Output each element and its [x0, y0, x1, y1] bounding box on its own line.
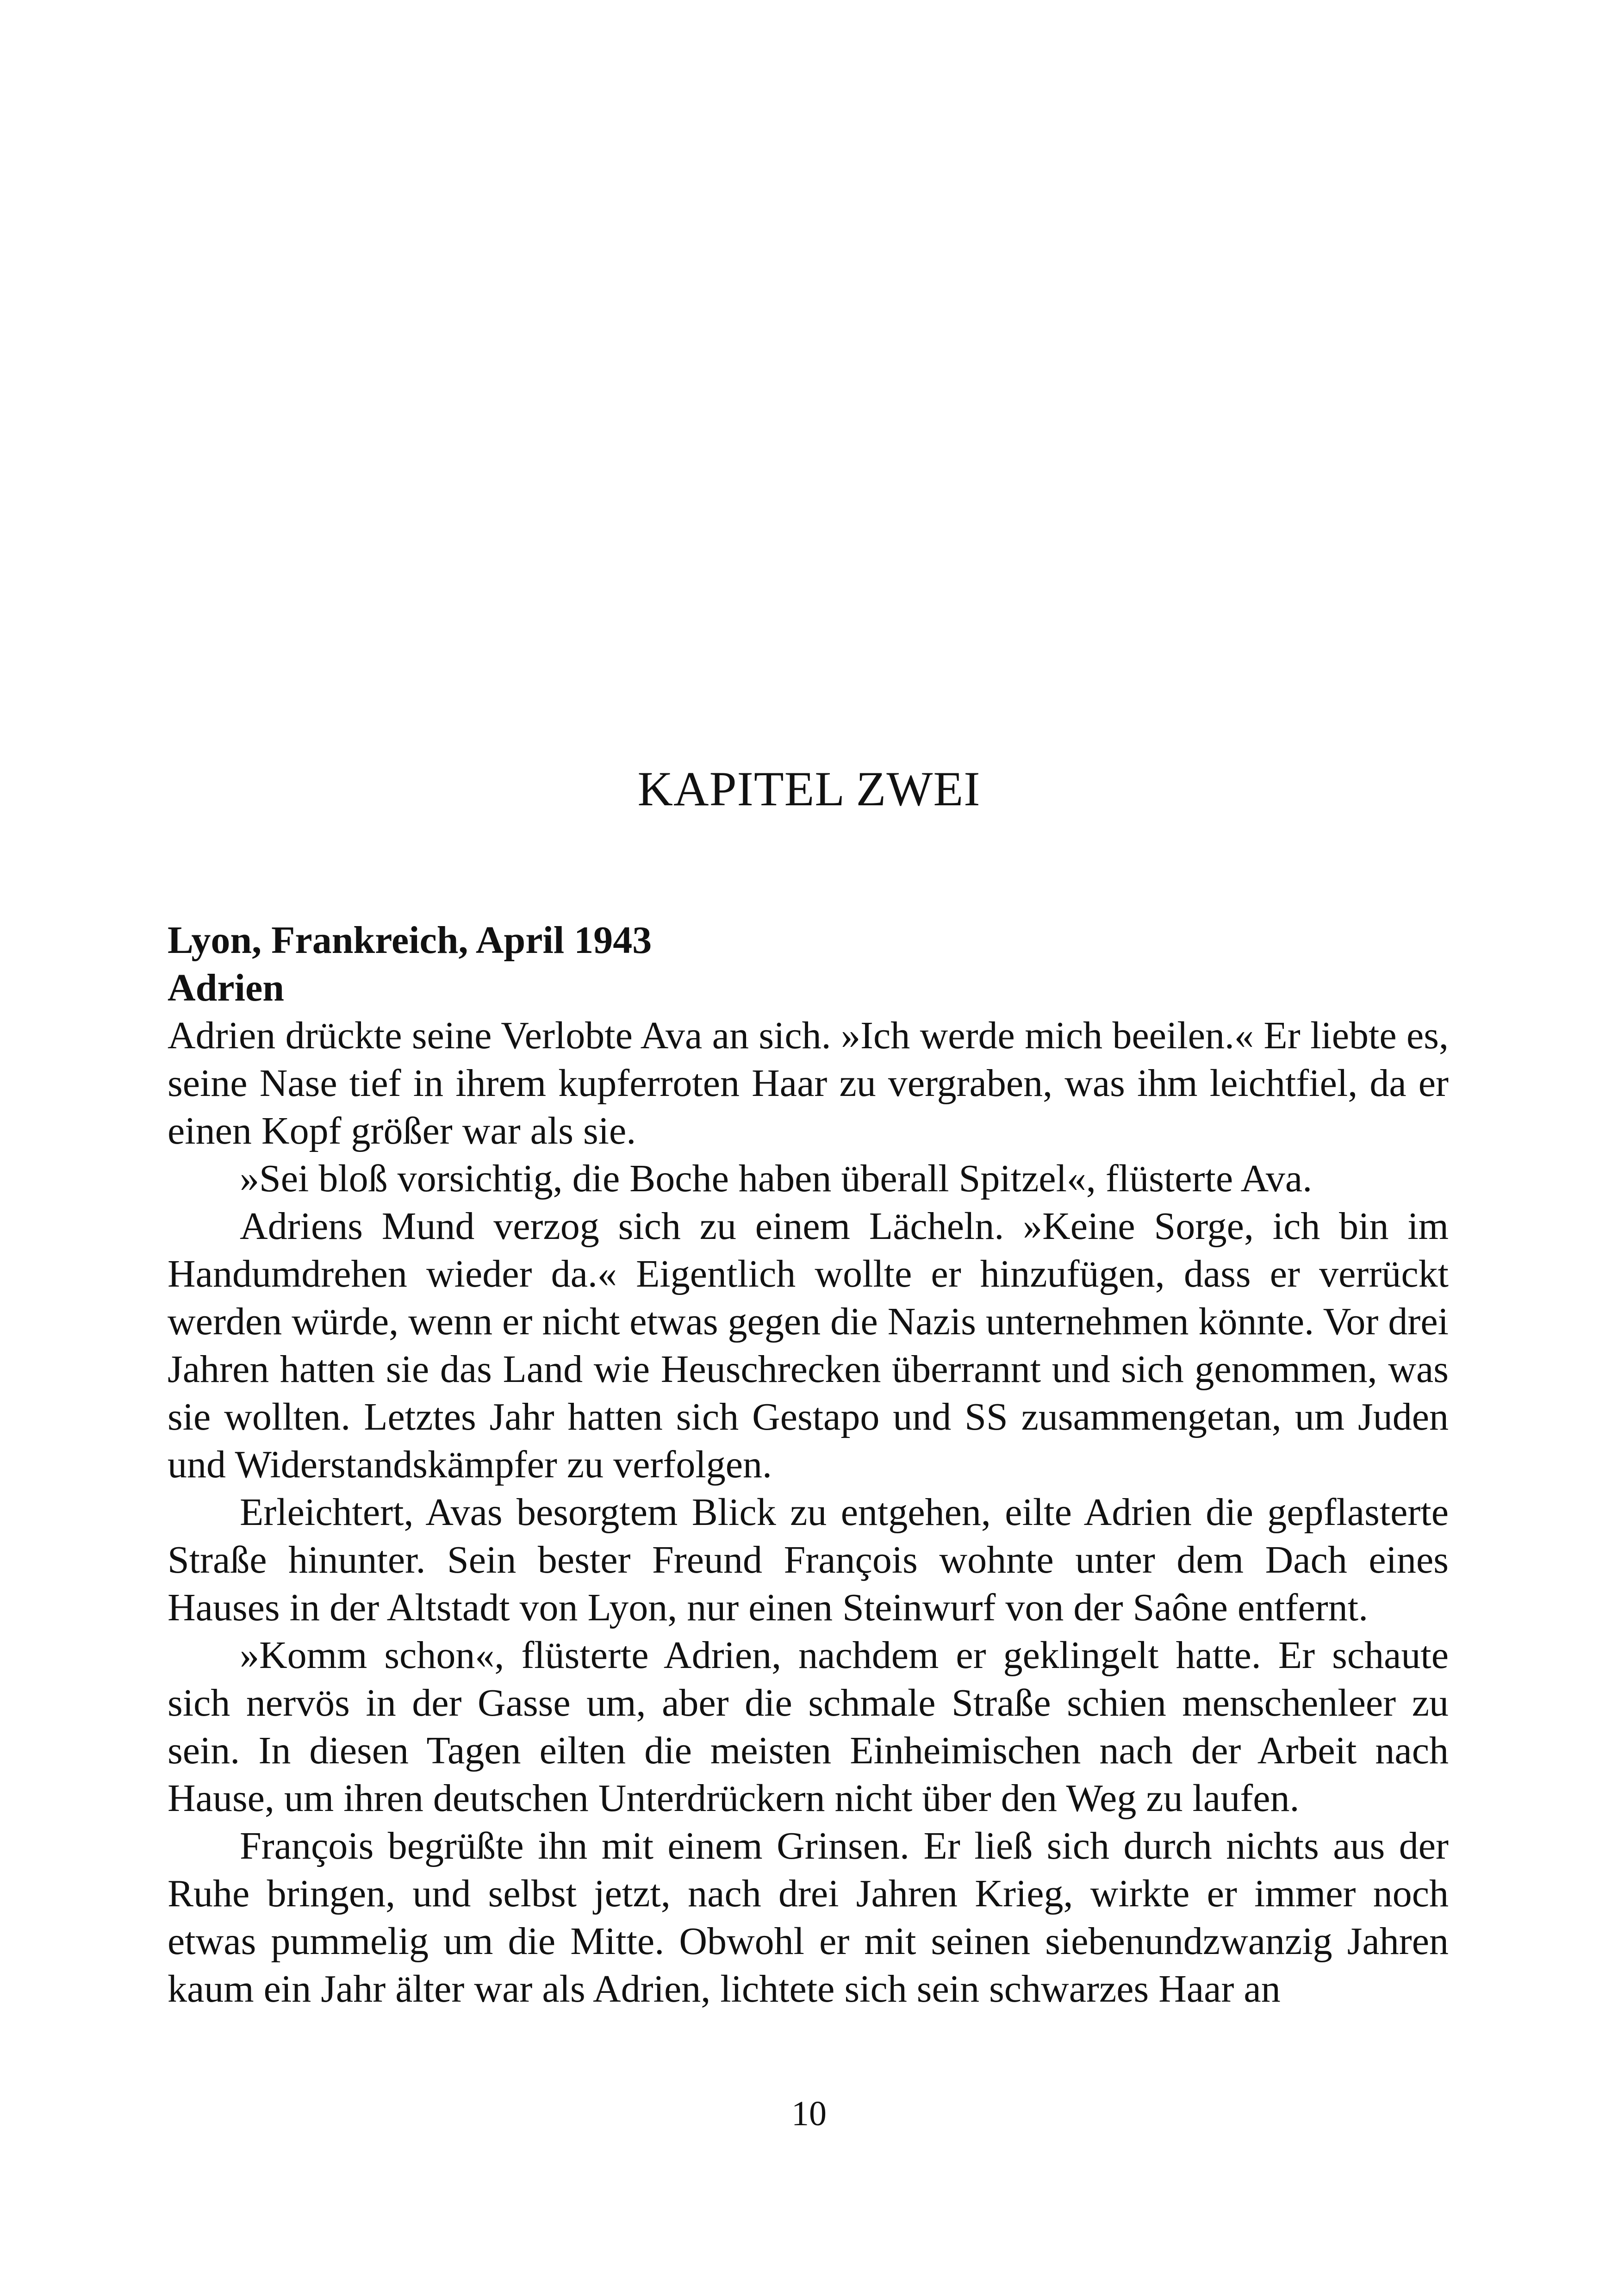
paragraph-5: »Komm schon«, flüsterte Adrien, nachdem er geklingelt hatte. Er schaute sich nervös in der Gasse um, aber die schmale Straße schien menschenleer zu sein. In diesen Tagen eilten die meisten Einheimischen nach der Arbeit nach Hause, um ihren deutschen Unterdrückern nicht über den Weg zu laufen. — [168, 1634, 1449, 1820]
paragraph-4: Erleichtert, Avas besorgtem Blick zu entgehen, eilte Adrien die gepflasterte Straße hinunter. Sein bester Freund François wohnte unter dem Dach eines Hauses in der Altstadt von Lyon, nur einen Steinwurf von der Saône entfernt. — [168, 1491, 1449, 1629]
section-location-heading: Lyon, Frankreich, April 1943 — [168, 919, 652, 962]
chapter-body — [168, 916, 1449, 2013]
page-number: 10 — [791, 2094, 827, 2133]
paragraph-2: »Sei bloß vorsichtig, die Boche haben überall Spitzel«, flüsterte Ava. — [240, 1157, 1313, 1200]
paragraph-3: Adriens Mund verzog sich zu einem Lächeln. »Keine Sorge, ich bin im Handumdrehen wieder da.« Eigentlich wollte er hinzufügen, dass er verrückt werden würde, wenn er nicht etwas gegen die Nazis unternehmen könnte. Vor drei Jahren hatten sie das Land wie Heuschrecken überrannt und sich genommen, was sie wollten. Letztes Jahr hatten sich Gestapo und SS zusammengetan, um Juden und Widerstandskämpfer zu verfolgen. — [168, 1205, 1449, 1486]
section-pov-heading: Adrien — [168, 966, 284, 1009]
chapter-title: KAPITEL ZWEI — [637, 762, 981, 816]
paragraph-6: François begrüßte ihn mit einem Grinsen. Er ließ sich durch nichts aus der Ruhe bringen, und selbst jetzt, nach drei Jahren Krieg, wirkte er immer noch etwas pummelig um die Mitte. Obwohl er mit seinen siebenundzwanzig Jahren kaum ein Jahr älter war als Adrien, lichtete sich sein schwarzes Haar an — [168, 1824, 1449, 2010]
paragraph-1: Adrien drückte seine Verlobte Ava an sich. »Ich werde mich beeilen.« Er liebte es, seine Nase tief in ihrem kupferroten Haar zu vergraben, was ihm leichtfiel, da er einen Kopf größer war als sie. — [168, 1014, 1449, 1152]
